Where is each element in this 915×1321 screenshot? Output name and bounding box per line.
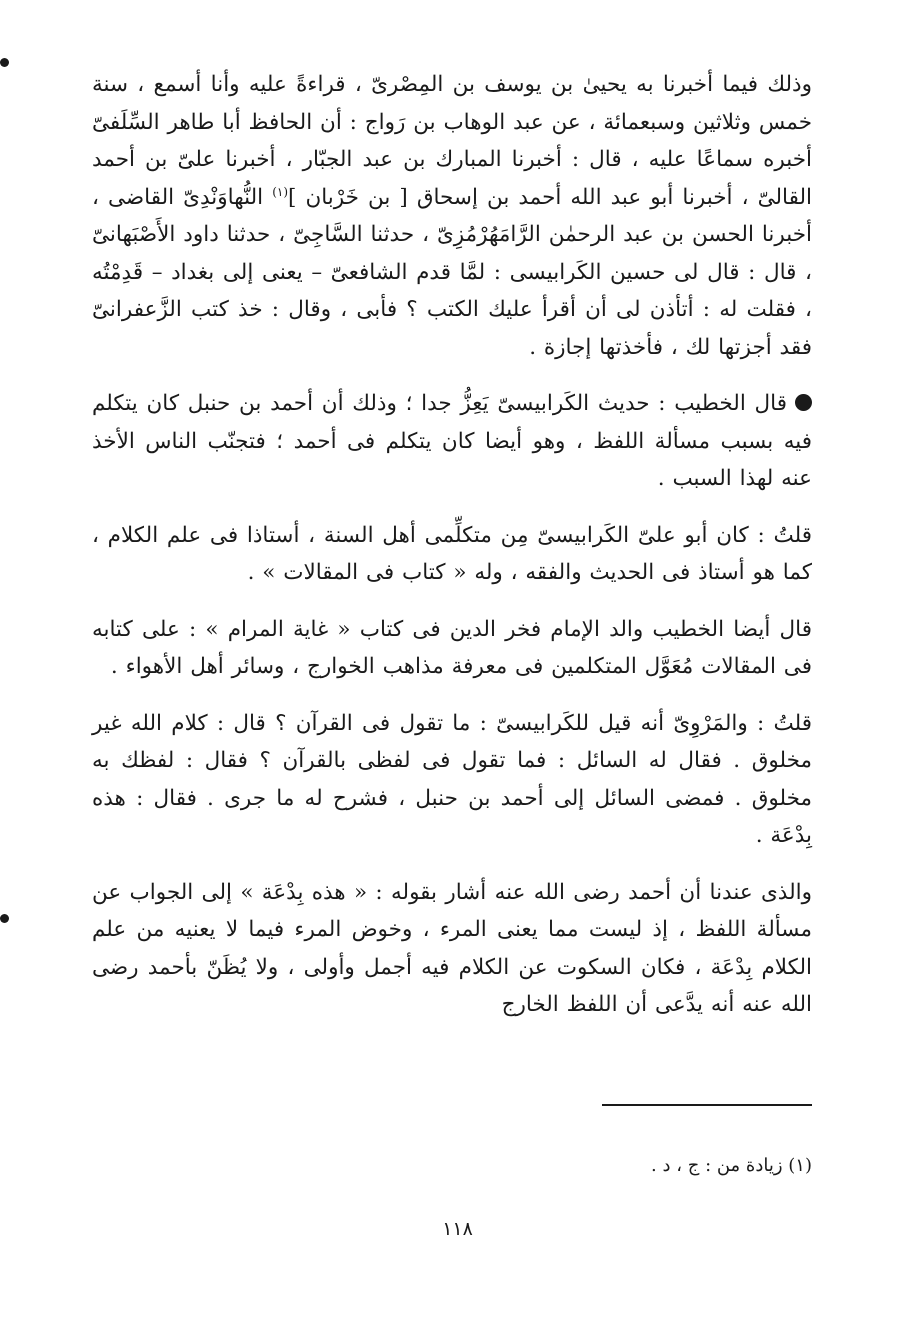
paragraph-isnad <box>92 66 812 366</box>
bullet-icon <box>795 394 812 411</box>
paragraph-final: والذى عندنا أن أحمد رضى الله عنه أشار بقوله : « هذه بِدْعَة » إلى الجواب عن مسألة اللفظ ، إذ ليست مما يعنى المرء ، وخوض المرء فيما لا يعنيه من علم الكلام بِدْعَة ، فكان السكوت عن الكلام فيه أجمل وأولى ، ولا يُظَنّ بأحمد رضى الله عنه أنه يدَّعى أن اللفظ الخارج <box>92 879 812 1017</box>
page-number: ١١٨ <box>442 1218 473 1240</box>
paragraph-khatib <box>92 385 812 498</box>
paragraph-khatib-lead: قال الخطيب : حديث الكَرابيسىّ يَعِزُّ جدا ؛ <box>405 391 787 416</box>
footnote-divider <box>602 1104 812 1106</box>
margin-mark-top <box>0 58 9 67</box>
footnote-marker: (١) <box>272 184 289 199</box>
paragraph-ghayat-al-maram: قال أيضا الخطيب والد الإمام فخر الدين فى كتاب « غاية المرام » : على كتابه فى المقالات مُعَوَّل المتكلمين فى معرفة مذاهب الخوارج ، وسائر أهل الأهواء . <box>92 616 812 679</box>
footnote: (١) زيادة من : ج ، د . <box>651 1155 812 1176</box>
paragraph-isnad-continuation: النُّهاوَنْدِىّ القاضى ، أخبرنا الحسن بن عبد الرحمٰن الرَّامَهُرْمُزِىّ ، حدثنا السَّاجِىّ ، حدثنا داود الأَصْبَهانىّ ، قال : قال لى حسين الكَرابيسى : لمَّا قدم الشافعىّ – يعنى إلى بغداد – قَدِمْتُه ، فقلت له : أتأذن لى أن أقرأ عليك الكتب ؟ فأبى ، وقال : خذ كتب الزَّعفرانىّ فقد أجزتها لك ، فأخذتها إجازة . <box>92 184 812 360</box>
paragraph-qultu-2: قلتُ : والمَرْوِىّ أنه قيل للكَرابيسىّ : ما تقول فى القرآن ؟ قال : كلام الله غير مخلوق . فقال له السائل : فما تقول فى لفظى بالقرآن ؟ فقال : لفظك به مخلوق . فمضى السائل إلى أحمد بن حنبل ، فشرح له ما جرى . فقال : هذه بِدْعَة . <box>92 710 812 848</box>
paragraph-khatib-text: وذلك أن أحمد بن حنبل كان يتكلم فيه بسبب مسألة اللفظ ، وهو أيضا كان يتكلم فى أحمد ؛ فتجنّب الناس الأخذ عنه لهذا السبب . <box>92 391 812 491</box>
paragraph-qultu-1: قلتُ : كان أبو علىّ الكَرابيسىّ مِن متكلِّمى أهل السنة ، أستاذا فى علم الكلام ، كما هو أستاذ فى الحديث والفقه ، وله « كتاب فى المقالات » . <box>92 522 812 585</box>
page-body <box>92 66 812 1043</box>
margin-mark-middle <box>0 914 9 923</box>
paragraph-isnad-text: وذلك فيما أخبرنا به يحيىٰ بن يوسف بن المِصْرىّ ، قراءةً عليه وأنا أسمع ، سنة خمس وثلاثين وسبعمائة ، عن عبد الوهاب بن رَواج : أن الحافظ أبا طاهر السِّلَفىّ أخبره سماعًا عليه ، قال : أخبرنا المبارك بن عبد الجبّار ، أخبرنا علىّ بن أحمد القالىّ ، أخبرنا أبو عبد الله أحمد بن إسحاق [ بن خَرْبان ] <box>92 72 812 210</box>
